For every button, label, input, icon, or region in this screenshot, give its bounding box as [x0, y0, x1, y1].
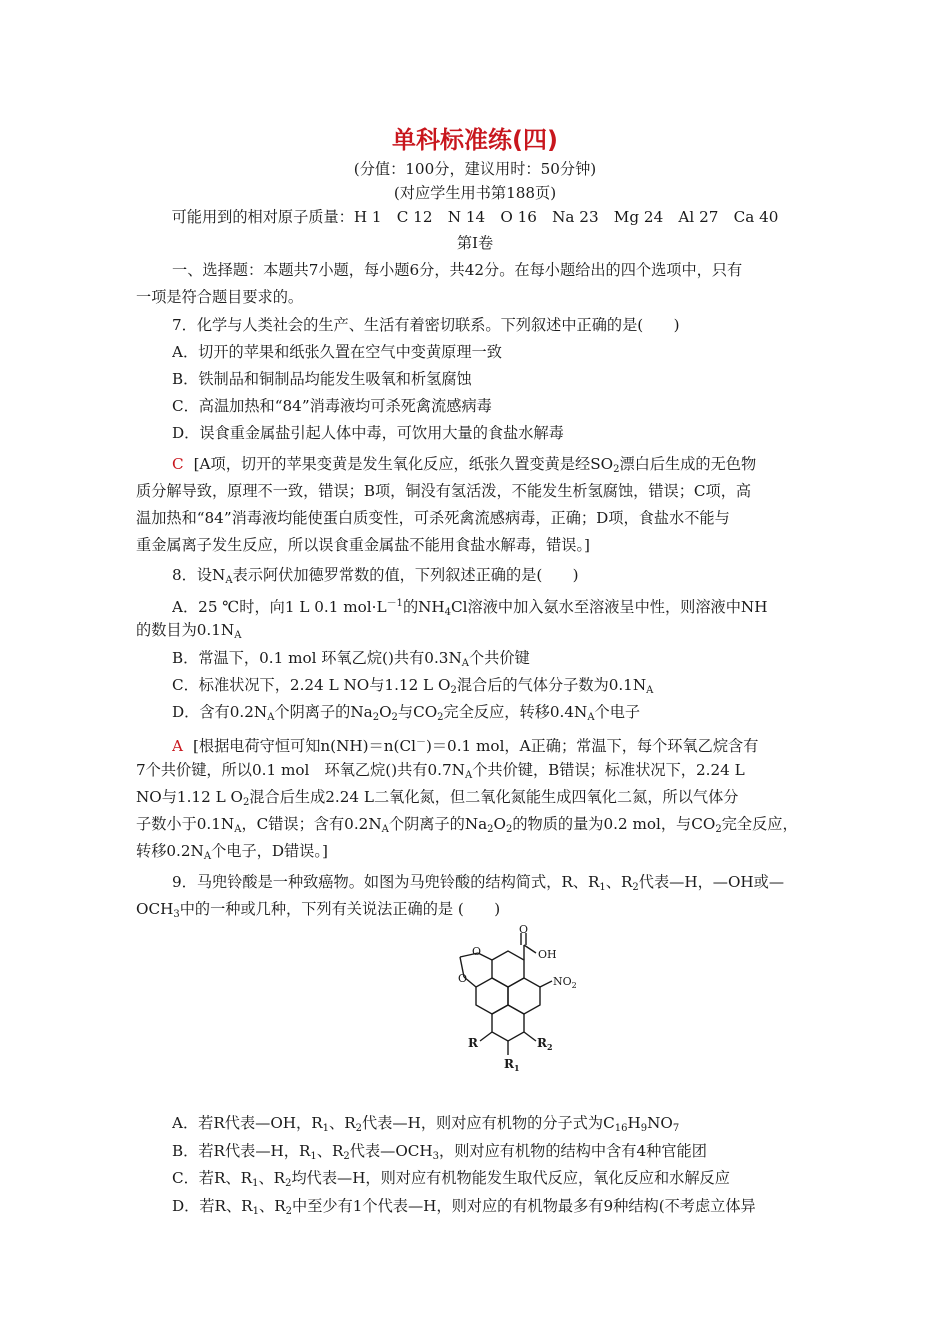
- q8-option-a-line-1: A．25 ℃时，向1 L 0.1 $mol\cdot L^{-1}$的$NH_4Cl$溶液中加入氨水至溶液呈中性，则溶液中NH: [172, 598, 768, 618]
- q7-explanation-line-3: 温加热和“84”消毒液均能使蛋白质变性，可杀死禽流感病毒，正确；D项，食盐水不能与: [136, 509, 730, 527]
- label-no2: $NO_2$: [553, 975, 577, 990]
- q7-option-a: A．切开的苹果和纸张久置在空气中变黄原理一致: [172, 343, 502, 361]
- q9-option-c: C．若R、$R_1$、$R_2$均代表—H，则对应有机物能发生取代反应，氧化反应和水解反应: [172, 1169, 730, 1189]
- label-r: R: [468, 1036, 478, 1050]
- volume-heading: 第Ⅰ卷: [456, 234, 494, 252]
- section-instructions-line-2: 一项是符合题目要求的。: [136, 288, 304, 306]
- page-title: 单科标准练(四): [392, 126, 558, 154]
- q7-option-d: D．误食重金属盐引起人体中毒，可饮用大量的食盐水解毒: [172, 424, 564, 442]
- label-r2: $R_2$: [537, 1036, 553, 1052]
- q7-option-b: B．铁制品和铜制品均能发生吸氧和析氢腐蚀: [172, 370, 472, 388]
- q8-option-b: B．常温下，0.1 mol 环氧乙烷()共有$0.3N_A$个共价键: [172, 649, 530, 669]
- q7-answer: C: [172, 455, 184, 473]
- q8-explanation-line-1: A [根据电荷守恒可知n(NH)＝n(Cl－)＝0.1 mol，A正确；常温下，每个环氧乙烷含有: [172, 737, 759, 755]
- ring-middle: [508, 978, 540, 1014]
- score-info: (分值：100分，建议用时：50分钟): [353, 160, 597, 178]
- q7-explanation-line-2: 质分解导致，原理不一致，错误；B项，铜没有氢活泼，不能发生析氢腐蚀，错误；C项，高: [136, 482, 752, 500]
- label-r1: $R_1$: [504, 1057, 520, 1073]
- q8-explanation-line-2: 7个共价键，所以0.1 mol 环氧乙烷()共有$0.7N_A$个共价键，B错误；标准状况下，2.24 L: [136, 761, 745, 781]
- q7-explanation-line-4: 重金属离子发生反应，所以误食重金属盐不能用食盐水解毒，错误。]: [136, 536, 590, 554]
- q7-explanation-line-1: C [A项，切开的苹果变黄是发生氧化反应，纸张久置变黄是经$SO_2$漂白后生成的无色物: [172, 455, 757, 475]
- q8-stem: 8．设$N_A$表示阿伏加德罗常数的值，下列叙述正确的是( ): [172, 566, 579, 586]
- q8-option-c: C．标准状况下，2.24 L NO与1.12 L $O_2$混合后的气体分子数为$0.1N_A$: [172, 676, 654, 696]
- book-reference: (对应学生用书第188页): [393, 184, 557, 202]
- q7-stem: 7．化学与人类社会的生产、生活有着密切联系。下列叙述中正确的是( ): [172, 316, 680, 334]
- q9-option-a: A．若R代表—OH，$R_1$、$R_2$代表—H，则对应有机物的分子式为$C_{16}H_9NO_7$: [172, 1114, 680, 1134]
- label-carbonyl-o: O: [519, 925, 529, 936]
- q8-explanation-line-5: 转移$0.2N_A$个电子，D错误。]: [136, 842, 328, 862]
- q7-option-c: C．高温加热和“84”消毒液均可杀死禽流感病毒: [172, 397, 492, 415]
- ring-bottom: [492, 1005, 524, 1041]
- q8-option-d: D．含有$0.2N_A$个阴离子的$Na_2O_2$与$CO_2$完全反应，转移$0.4N_A$个电子: [172, 703, 641, 723]
- q9-option-b: B．若R代表—H，$R_1$、$R_2$代表$—OCH_3$，则对应有机物的结构中含有4种官能团: [172, 1142, 707, 1162]
- q9-option-d: D．若R、$R_1$、$R_2$中至少有1个代表—H，则对应的有机物最多有9种结构(不考虑立体异: [172, 1197, 756, 1217]
- q9-stem-line-2: $OCH_3$中的一种或几种，下列有关说法正确的是 ( ): [136, 900, 501, 920]
- atomic-masses: 可能用到的相对原子质量：H 1 C 12 N 14 O 16 Na 23 Mg 24 Al 27 Ca 40: [171, 208, 779, 226]
- aristolochic-acid-structure: [420, 925, 590, 1105]
- section-instructions-line-1: 一、选择题：本题共7小题，每小题6分，共42分。在每小题给出的四个选项中，只有: [172, 261, 743, 279]
- q8-answer: A: [172, 737, 183, 755]
- q9-stem-line-1: 9．马兜铃酸是一种致癌物。如图为马兜铃酸的结构简式，R、$R_1$、$R_2$代表—H，—OH或—: [172, 873, 785, 893]
- label-oh: OH: [538, 948, 557, 961]
- q8-option-a-line-2: 的数目为$0.1N_A$: [136, 621, 242, 641]
- ring-top: [492, 951, 524, 987]
- q8-explanation-line-3: NO与1.12 L $O_2$混合后生成2.24 L二氧化氮，但二氧化氮能生成四氧化二氮，所以气体分: [136, 788, 739, 808]
- label-o-2: O: [458, 972, 468, 985]
- q8-explanation-line-4: 子数小于$0.1N_A$，C错误；含有$0.2N_A$个阴离子的$Na_2O_2$的物质的量为0.2 mol，与$CO_2$完全反应，: [136, 815, 798, 835]
- ring-left: [476, 978, 508, 1014]
- label-o-1: O: [472, 945, 482, 958]
